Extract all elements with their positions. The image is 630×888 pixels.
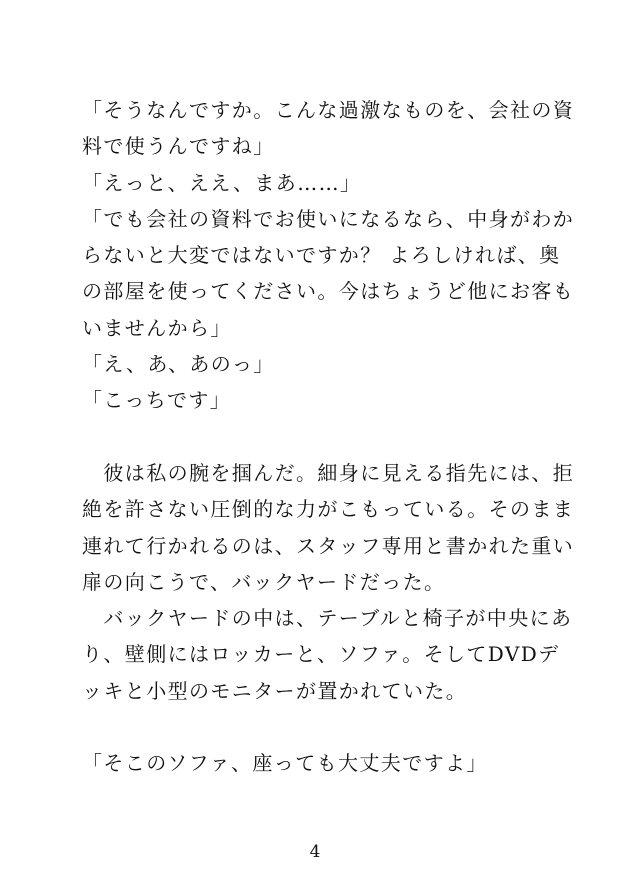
text-line: 扉の向こうで、バックヤードだった。: [82, 569, 446, 594]
text-line: 「え、あ、あのっ」: [82, 352, 275, 377]
text-line: いませんから」: [82, 315, 232, 340]
text-line: り、壁側にはロッカーと、ソファ。そしてDVDデ: [82, 642, 560, 667]
text-line: 「でも会社の資料でお使いになるなら、中身がわか: [82, 206, 575, 231]
text-line: 絶を許さない圧倒的な力がこもっている。そのまま: [82, 497, 575, 522]
text-line: 「そうなんですか。こんな過激なものを、会社の資: [82, 98, 575, 122]
page-number: 4: [309, 842, 321, 862]
text-line: らないと大変ではないですか？ よろしければ、奥: [82, 243, 561, 268]
text-line: 「こっちです」: [82, 388, 232, 413]
text-line: 彼は私の腕を掴んだ。細身に見える指先には、拒: [82, 460, 575, 485]
body-text: [82, 92, 575, 782]
text-line: バックヤードの中は、テーブルと椅子が中央にあ: [82, 606, 573, 631]
text-line: ッキと小型のモニターが置かれていた。: [82, 678, 468, 703]
blank-line: [82, 419, 572, 455]
text-line: 連れて行かれるのは、スタッフ専用と書かれた重い: [82, 533, 575, 558]
text-line: 「えっと、ええ、まあ……」: [82, 170, 362, 195]
blank-line: [82, 709, 572, 745]
text-line: 料で使うんですね」: [82, 134, 275, 159]
text-line: 「そこのソファ、座っても大丈夫ですよ」: [82, 751, 488, 776]
text-line: の部屋を使ってください。今はちょうど他にお客も: [82, 279, 575, 304]
